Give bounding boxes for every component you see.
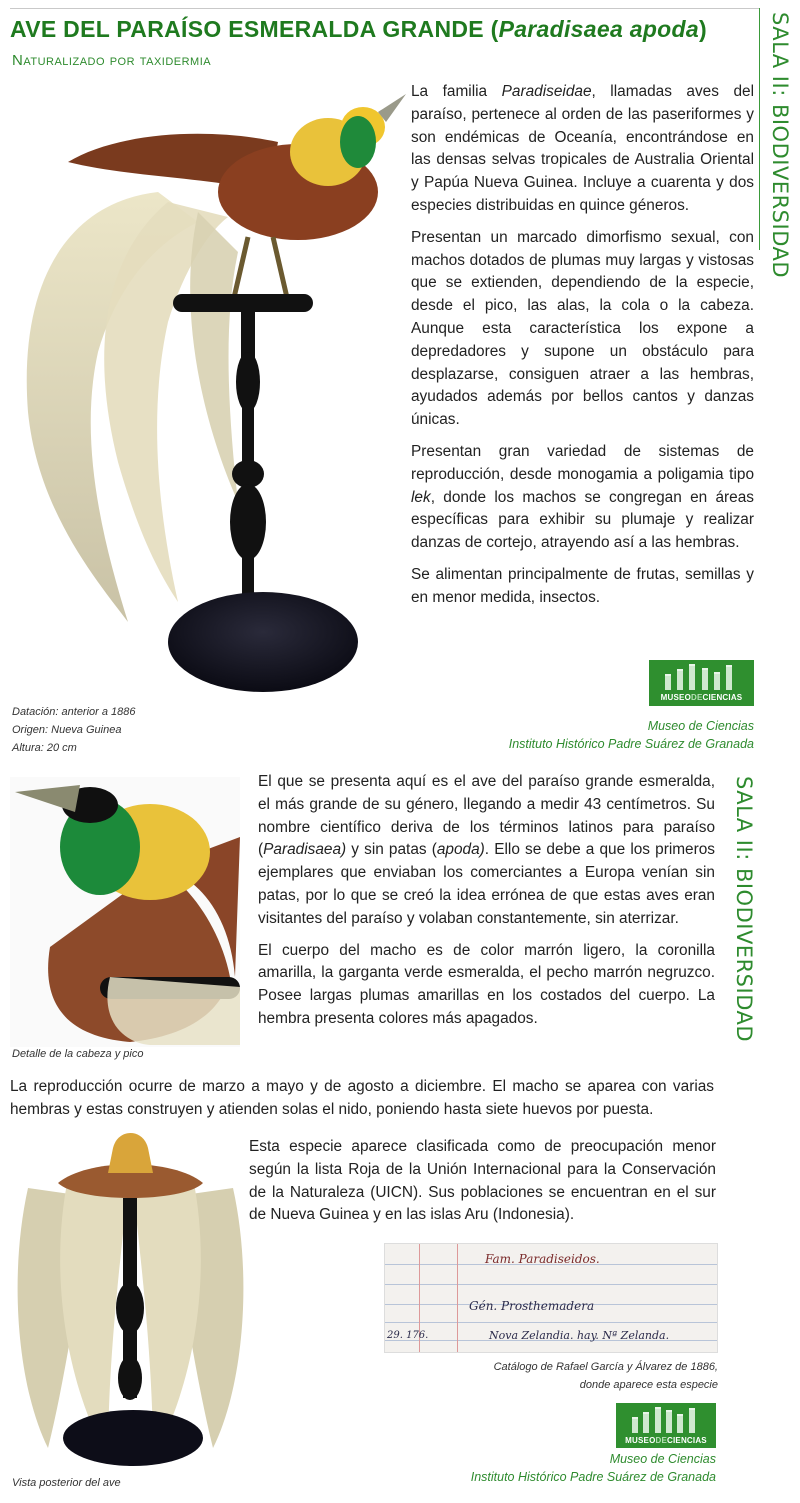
head-detail-caption: Detalle de la cabeza y pico [12,1048,144,1060]
bird-head-photo [10,777,240,1047]
catalog-caption: Catálogo de Rafael García y Álvarez de 1886, donde aparece esta especie [493,1361,718,1391]
intro-paragraph-1: La familia Paradiseidae, llamadas aves del paraíso, pertenece al orden de las paseriformes y son endémicas de Oceanía, encontrándose en las densas selvas tropicales de Australia Oriental y Papúa Nueva Guinea. Incluye a cuarenta y dos especies distribuidas en quince géneros. [411,83,754,214]
reproduction-paragraph: La reproducción ocurre de marzo a mayo y de agosto a diciembre. El macho se aparea con varias hembras y estas construyen y atienden solas el nido, poniendo hasta siete huevos por puesta. [10,1078,714,1118]
intro-paragraph-2: Presentan un marcado dimorfismo sexual, con machos dotados de plumas muy largas y vistosas que se extienden, dependiendo de la especie, desde el pico, las alas, la cola o la cabeza. Aunque esta característica los expone a depredadores y supone un obstáculo para desplazarse, consiguen atraer a las hembras, ayudados además por bellos cantos y danzas únicas. [411,228,754,429]
bird-rear-photo [8,1128,253,1473]
specimen-info [12,703,136,757]
specimen-height: Altura: 20 cm [12,742,77,754]
bird-specimen-photo [8,82,408,702]
detail-paragraph-1: El que se presenta aquí es el ave del paraíso grande esmeralda, el más grande de su género, llegando a medir 43 centímetros. Su nombre científico deriva de los términos latinos para paraíso (Paradisaea) y sin patas (apoda). Ello se debe a que los primeros ejemplares que enviaban los comerciantes a Europa venían sin patas, por lo que se creó la idea errónea de que estas aves eran visitantes del paraíso y volaban constantemente, sin aterrizar. [258,773,715,927]
catalog-locality: Nova Zelandia. hay. Nª Zelanda. [489,1329,670,1342]
conservation-paragraph: Esta especie aparece clasificada como de preocupación menor según la lista Roja de la Unión Internacional para la Conservación de la Naturaleza (UICN). Sus poblaciones se encuentran en el sur de Nueva Guinea y en las islas Aru (Indonesia). [249,1138,716,1224]
museum-credit-bottom [400,1450,716,1486]
catalog-number: 29. 176. [387,1330,429,1341]
museum-logo-bottom: MUSEODECIENCIAS [616,1403,716,1448]
museum-institute: Instituto Histórico Padre Suárez de Granada [470,1470,716,1484]
detail-column [258,771,715,1040]
page-title: AVE DEL PARAÍSO ESMERALDA GRANDE (Paradisaea apoda) [10,16,707,42]
page-subtitle: Naturalizado por taxidermia [12,52,212,69]
museum-name: Museo de Ciencias [609,1452,716,1466]
detail-paragraph-2: El cuerpo del macho es de color marrón ligero, la coronilla amarilla, la garganta verde esmeralda, el pecho marrón negruzco. Posee largas plumas amarillas en los costados del cuerpo. La hembra presenta colores más apagados. [258,941,715,1027]
specimen-origin: Origen: Nueva Guinea [12,724,122,736]
intro-paragraph-4: Se alimentan principalmente de frutas, semillas y en menor medida, insectos. [411,565,754,606]
museum-credit-top [420,717,754,753]
specimen-dating: Datación: anterior a 1886 [12,706,136,718]
museum-name: Museo de Ciencias [647,719,754,733]
sala-label-middle: SALA II: BIODIVERSIDAD [732,776,756,1043]
catalog-family: Fam. Paradiseidos. [485,1252,600,1266]
intro-column [411,81,754,619]
posterior-caption: Vista posterior del ave [12,1477,121,1489]
museum-institute: Instituto Histórico Padre Suárez de Granada [508,737,754,751]
sala-label-top: SALA II: BIODIVERSIDAD [768,12,792,279]
header-rule [10,8,760,9]
catalog-genus: Gén. Prosthemadera [469,1299,595,1313]
catalog-scan [384,1243,718,1353]
museum-logo: MUSEODECIENCIAS [649,660,754,706]
sala-divider [759,8,760,250]
intro-paragraph-3: Presentan gran variedad de sistemas de reproducción, desde monogamia a poligamia tipo lek, donde los machos se congregan en áreas específicas para exhibir su plumaje y realizar danzas de cortejo, atrayendo así a las hembras. [411,442,754,552]
